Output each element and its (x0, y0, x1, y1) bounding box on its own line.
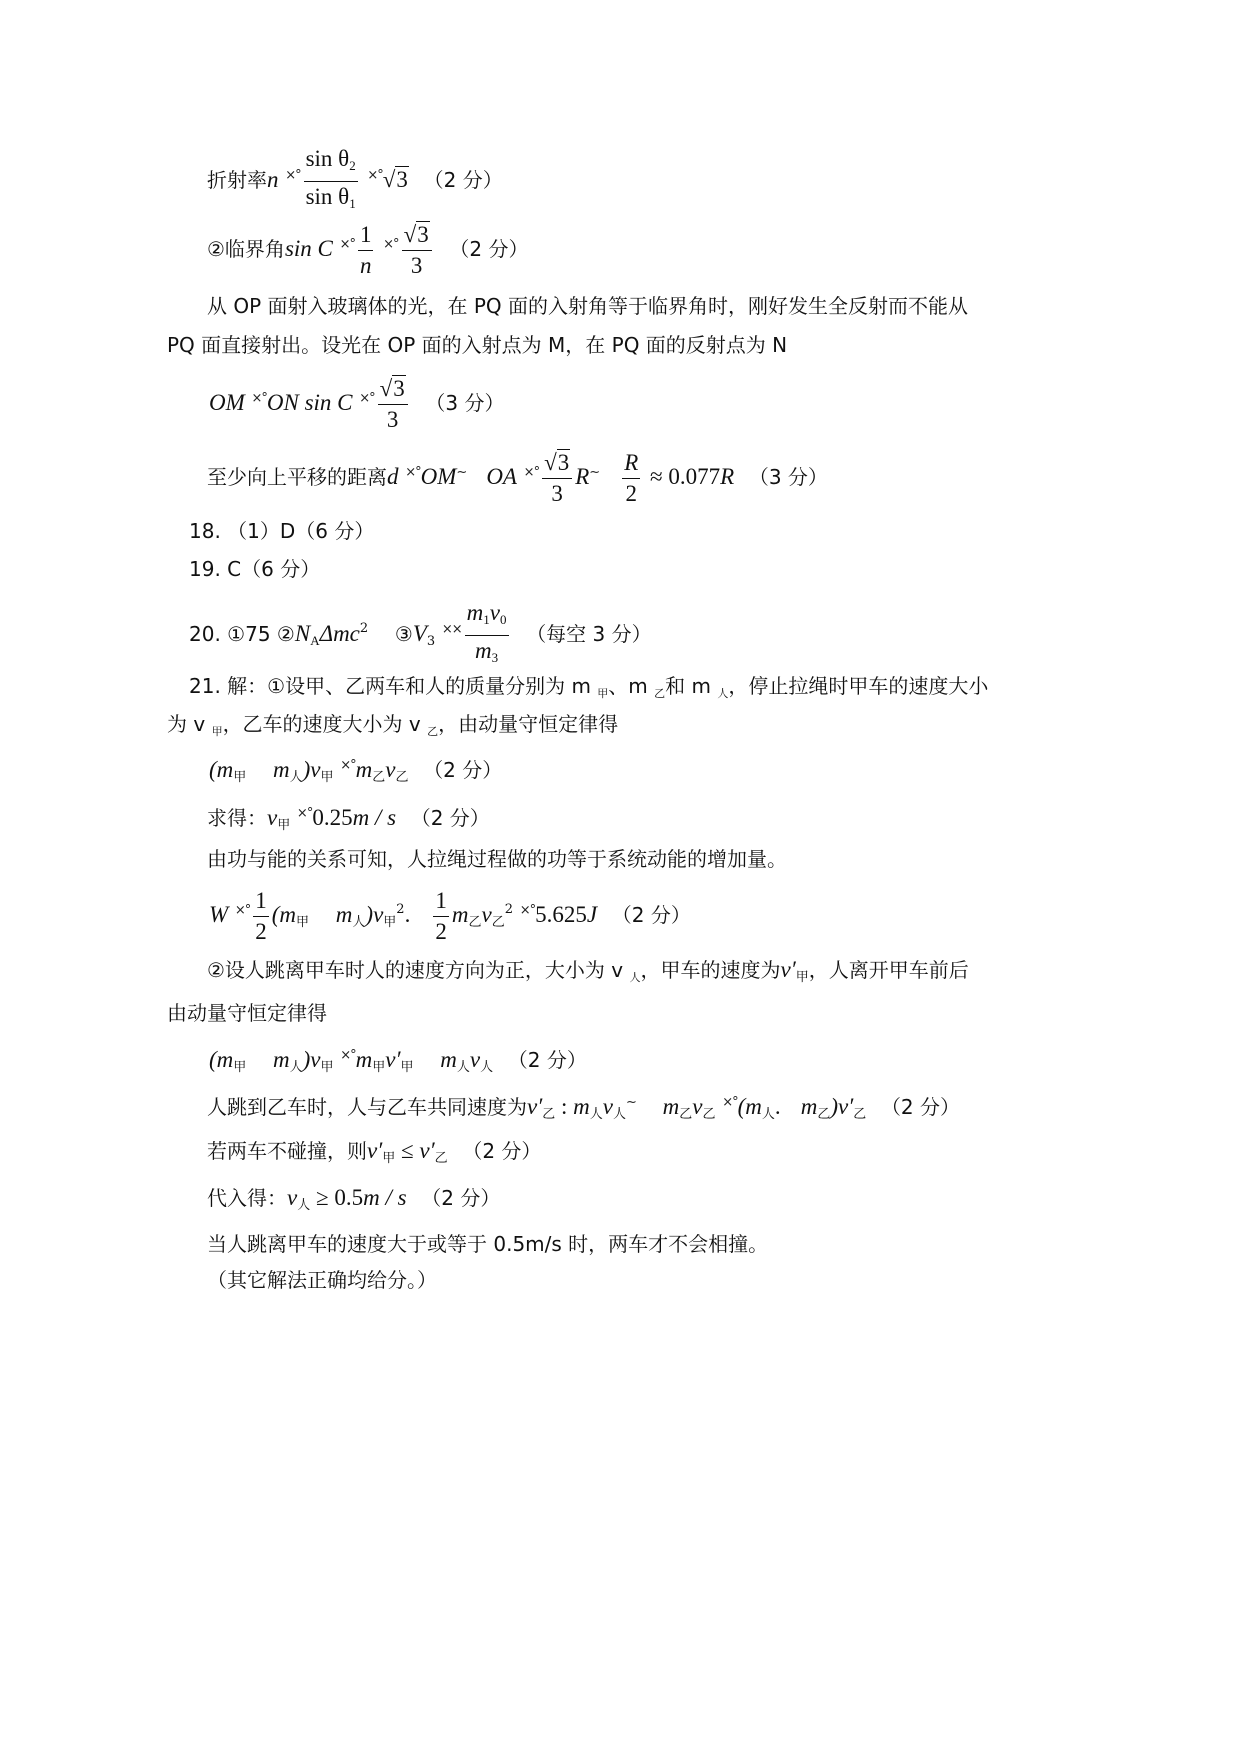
garbled-minus: ~ (456, 465, 467, 480)
garbled-equals: ×° (340, 1048, 356, 1063)
fraction-sqrt3-over-3: $\frac{√3}{3}$ (402, 222, 432, 279)
paragraph-4-line-1: ②设人跳离甲车时人的速度方向为正，大小为 v $_人$，甲车的速度为$v'_甲$，人离开甲车前后 (207, 957, 969, 985)
points-label: （2 分） (423, 168, 503, 192)
points-label: （3 分） (425, 391, 505, 415)
points-label: （3 分） (748, 465, 828, 489)
label-text: 至少向上平移的距离 (207, 465, 387, 489)
paragraph-3: 由功与能的关系可知，人拉绳过程做的功等于系统动能的增加量。 (207, 847, 787, 871)
garbled-equals: ×° (340, 758, 356, 773)
points-label: （2 分） (507, 1048, 587, 1072)
momentum-equation-2: (m甲 m人)v甲 ×°m甲v′甲 m人v人 （2 分） (209, 1047, 587, 1075)
on-sin-c: ON sin C (266, 390, 353, 415)
distance-d-line (207, 450, 828, 507)
label-text: ②临界角 (207, 237, 285, 261)
garbled-equals: ×° (234, 903, 251, 918)
om-equation-line (209, 376, 505, 433)
om-symbol: OM (209, 390, 245, 415)
om-symbol: OM (420, 464, 457, 489)
no-collision-condition: 若两车不碰撞，则v′甲 ≤ v′乙 （2 分） (207, 1138, 542, 1166)
answer-19: 19. C（6 分） (189, 557, 321, 581)
points-label: （2 分） (449, 237, 529, 261)
approx-value: ≈ 0.077 (649, 464, 721, 489)
paragraph-2: PQ 面直接射出。设光在 OP 面的入射点为 M，在 PQ 面的反射点为 N (167, 333, 788, 357)
q20-prefix: 20. ①75 ② (189, 622, 295, 646)
points-label: （2 分） (880, 1095, 961, 1119)
garbled-equals: ×° (383, 237, 399, 252)
points-label: （2 分） (410, 806, 490, 830)
points-label: （每空 3 分） (526, 622, 652, 646)
fraction-half: $\frac{1}{2}$ (255, 888, 267, 944)
answer-21-line-1: 21. 解：①设甲、乙两车和人的质量分别为 m $_甲$、m $_乙$和 m $_人$，停止拉绳时甲车的速度大小 (189, 674, 989, 700)
points-label: （2 分） (611, 903, 691, 927)
paragraph-4-line-2: 由动量守恒定律得 (167, 1001, 327, 1025)
points-label: （2 分） (421, 1186, 501, 1210)
d-symbol: d (387, 464, 399, 489)
label-text: 折射率 (207, 168, 267, 192)
fraction-r-over-2: $\frac{R}{2}$ (624, 450, 639, 506)
fraction-mv-over-m: $\frac{m1v0}{m3}$ (466, 600, 507, 665)
fraction-sin: $\frac{\text{sin θ2}}{\text{sin θ1}}$ (305, 146, 356, 211)
garbled-equals: ×° (251, 391, 267, 406)
r-symbol: R (720, 464, 735, 489)
sqrt-value: √3 (382, 167, 408, 192)
garbled-equals: ×° (722, 1095, 738, 1110)
garbled-equals: ×° (523, 465, 540, 480)
fraction-sqrt3-over-3: $\frac{√3}{3}$ (378, 376, 408, 433)
work-equation: W ×° $\frac{1}{2}$ (m甲 m人)v甲$^2$. $\frac{1}{2}$ m乙v乙$^2$ ×°5.625J （2 分） (209, 888, 691, 944)
substitution-result: 代入得：v人 ≥ 0.5m / s （2 分） (207, 1185, 501, 1213)
fraction-half: $\frac{1}{2}$ (435, 888, 447, 944)
fraction-1-over-n: $\frac{1}{n}$ (359, 222, 372, 278)
garbled-equals: ×° (367, 168, 383, 183)
symbol-n: n (267, 167, 279, 192)
paragraph-6: （其它解法正确均给分。） (207, 1268, 437, 1292)
garbled-minus: ~ (589, 465, 600, 480)
points-label: （2 分） (423, 758, 503, 782)
fraction-sqrt3-over-3: $\frac{√3}{3}$ (542, 450, 572, 507)
points-label: （2 分） (462, 1139, 542, 1163)
paragraph-5: 当人跳离甲车的速度大于或等于 0.5m/s 时，两车才不会相撞。 (207, 1232, 769, 1256)
garbled-equals: ×× (441, 622, 462, 637)
garbled-equals: ×° (405, 465, 421, 480)
result-velocity-line: 求得：v甲 ×°0.25m / s （2 分） (207, 805, 490, 833)
oa-symbol: OA (486, 464, 517, 489)
garbled-equals: ×° (359, 391, 375, 406)
sin-c: sin C (284, 236, 333, 261)
answer-18: 18. （1）D（6 分） (189, 519, 375, 543)
common-velocity-line: 人跳到乙车时，人与乙车共同速度为v′乙 : m人v人~ m乙v乙 ×°(m人. m乙)v′乙 （2 分） (207, 1094, 961, 1122)
refraction-index-line (207, 146, 503, 217)
garbled-equals: ×° (285, 168, 301, 183)
paragraph-1: 从 OP 面射入玻璃体的光，在 PQ 面的入射角等于临界角时，刚好发生全反射而不能从 (207, 294, 969, 318)
garbled-equals: ×° (296, 806, 313, 821)
answer-20: 20. ①75 ②NAΔmc$^2$ ③V3 ×× $\frac{m1v0}{m3}$ （每空 3 分） (189, 600, 652, 671)
r-symbol: R (575, 464, 590, 489)
garbled-equals: ×° (339, 237, 355, 252)
momentum-equation-1: (m甲 m人)v甲 ×°m乙v乙 （2 分） (209, 757, 503, 785)
critical-angle-line (207, 222, 528, 279)
answer-21-line-2: 为 v $_甲$，乙车的速度大小为 v $_乙$，由动量守恒定律得 (167, 712, 619, 738)
garbled-equals: ×° (519, 903, 536, 918)
